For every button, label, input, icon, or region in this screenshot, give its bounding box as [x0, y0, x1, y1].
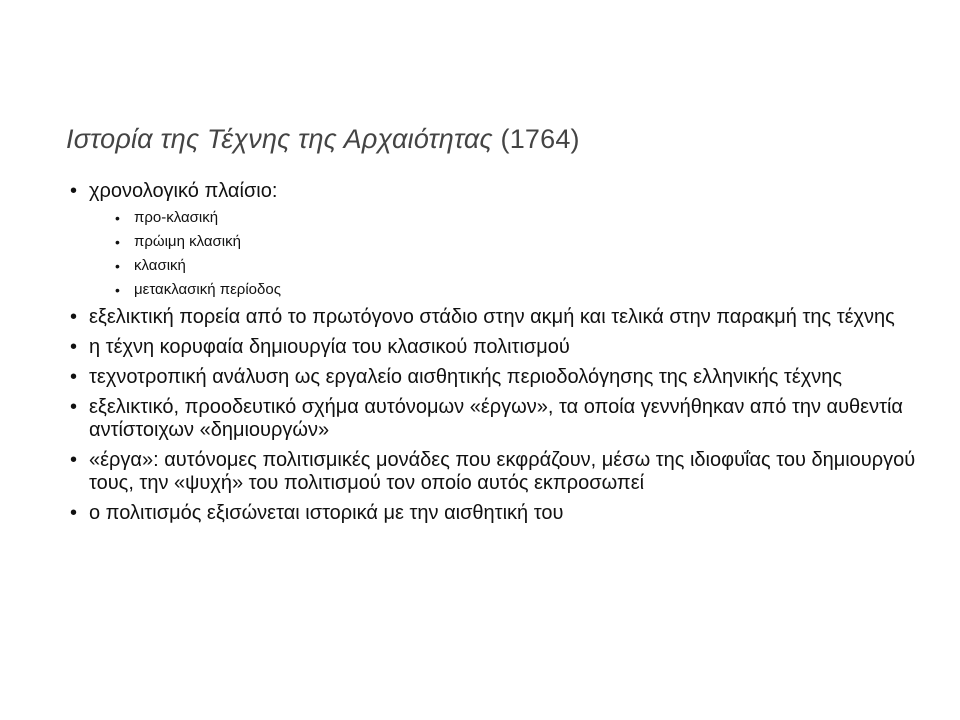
bullet-text: εξελικτική πορεία από το πρωτόγονο στάδιο στην ακμή και τελικά στην παρακμή της τέχνης	[89, 306, 895, 328]
slide-title	[66, 122, 906, 156]
bullet-item	[66, 396, 916, 442]
bullet-icon: •	[70, 366, 78, 388]
sub-bullet-text: προ-κλασική	[134, 209, 219, 226]
bullet-item	[66, 502, 916, 525]
sub-bullet-text: μετακλασική περίοδος	[134, 281, 281, 298]
bullet-icon: •	[70, 502, 78, 524]
bullet-list	[66, 180, 916, 525]
bullet-text: εξελικτικό, προοδευτικό σχήμα αυτόνομων «έργων», τα οποία γεννήθηκαν από την αυθεντία αντίστοιχων «δημιουργών»	[89, 396, 903, 441]
slide-title-italic: Ιστορία της Τέχνης της Αρχαιότητας	[66, 124, 493, 154]
bullet-text: χρονολογικό πλαίσιο:	[89, 180, 278, 202]
bullet-text: ο πολιτισμός εξισώνεται ιστορικά με την αισθητική του	[89, 502, 564, 524]
sub-bullet-text: κλασική	[134, 257, 186, 274]
bullet-icon: •	[70, 306, 78, 328]
sub-bullet-item	[113, 230, 916, 254]
bullet-item	[66, 366, 916, 389]
bullet-icon: •	[70, 180, 78, 202]
bullet-icon: •	[70, 396, 78, 418]
sub-bullet-item	[113, 278, 916, 302]
bullet-item	[66, 336, 916, 359]
sub-bullet-text: πρώιμη κλασική	[134, 233, 241, 250]
bullet-icon: •	[115, 234, 120, 250]
bullet-icon: •	[115, 258, 120, 274]
bullet-icon: •	[70, 336, 78, 358]
bullet-item	[66, 306, 916, 329]
bullet-icon: •	[115, 282, 120, 298]
bullet-text: «έργα»: αυτόνομες πολιτισμικές μονάδες που εκφράζουν, μέσω της ιδιοφυΐας του δημιουργού τους, την «ψυχή» του πολιτισμού τον οποίο αυτός εκπροσωπεί	[89, 449, 916, 494]
slide-title-year: (1764)	[492, 124, 580, 154]
bullet-icon: •	[70, 449, 78, 471]
bullet-text: τεχνοτροπική ανάλυση ως εργαλείο αισθητικής περιοδολόγησης της ελληνικής τέχνης	[89, 366, 842, 388]
bullet-item	[66, 449, 916, 495]
sub-bullet-list	[89, 206, 916, 302]
slide-content	[66, 180, 916, 532]
bullet-item	[66, 180, 916, 302]
bullet-text: η τέχνη κορυφαία δημιουργία του κλασικού πολιτισμού	[89, 336, 570, 358]
bullet-icon: •	[115, 210, 120, 226]
sub-bullet-item	[113, 206, 916, 230]
sub-bullet-item	[113, 254, 916, 278]
